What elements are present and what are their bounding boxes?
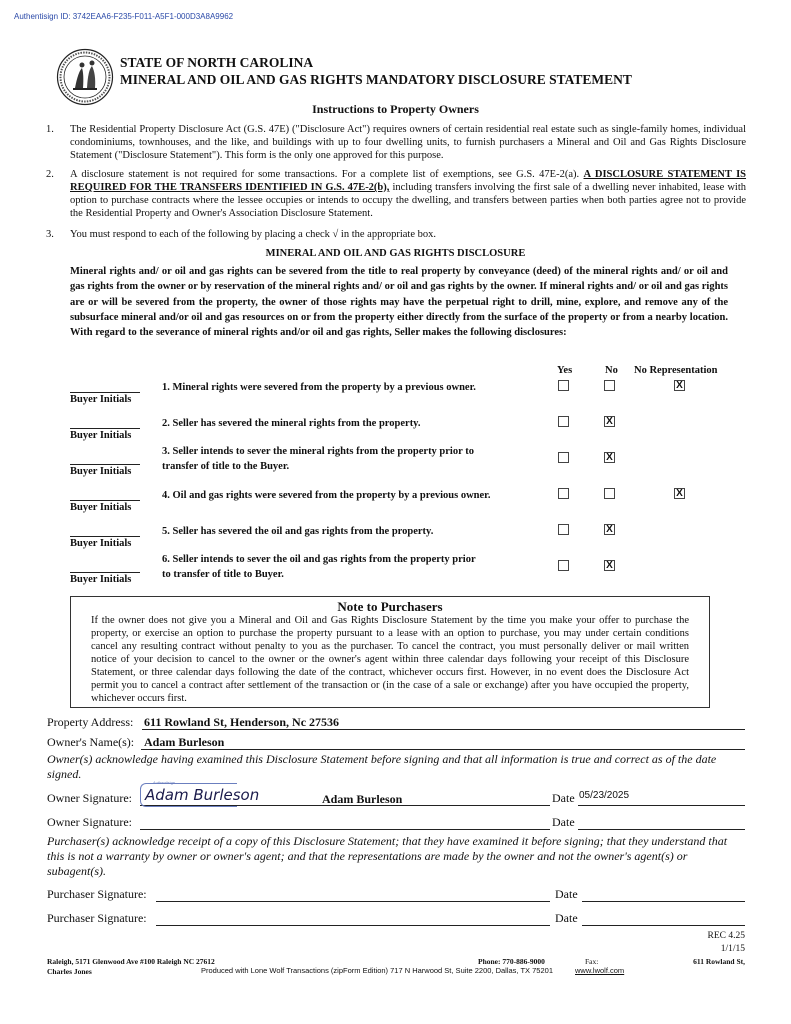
purchaser-signature-line-1[interactable] (156, 901, 550, 902)
owner-date-value[interactable]: 05/23/2025 (579, 790, 630, 801)
instruction-item-2 (46, 168, 746, 222)
purchaser-date-line-1[interactable] (582, 901, 745, 902)
question-2-text: 2. Seller has severed the mineral rights from the property. (162, 418, 421, 429)
footer-produced: Produced with Lone Wolf Transactions (zipForm Edition) 717 N Harwood St, Suite 2200, Dallas, TX 75201 (201, 966, 553, 975)
question-1-no-representation-checkbox[interactable]: X (674, 380, 685, 391)
question-1-text: 1. Mineral rights were severed from the property by a previous owner. (162, 382, 476, 393)
owner-acknowledgment: Owner(s) acknowledge having examined this Disclosure Statement before signing and that all information is true and correct as of the date signed. (47, 752, 717, 781)
instructions-heading: Instructions to Property Owners (312, 102, 479, 116)
instruction-item-3 (46, 228, 746, 242)
question-6-yes-checkbox[interactable] (558, 560, 569, 571)
form-number: REC 4.25 (707, 931, 745, 941)
purchaser-date-label-2: Date (555, 911, 578, 925)
instruction-number: 3. (46, 229, 54, 240)
footer-phone: Phone: 770-886-9000 (478, 957, 545, 966)
question-6-text: 6. Seller intends to sever the oil and gas rights from the property prior (162, 554, 476, 565)
owner-date-line-2[interactable] (578, 829, 745, 830)
buyer-initials-label: Buyer Initials (70, 466, 132, 477)
buyer-initials-line[interactable] (70, 392, 140, 393)
note-text: If the owner does not give you a Mineral and Oil and Gas Rights Disclosure Statement by the time you make your offer to purchase the property, or exercise an option to purchase the property pursuant to a lease with an option to purchase, you may under certain conditions cancel any resulting contract without penalty to you as the purchaser. To cancel the contract, you must personally deliver or mail written notice of your decision to cancel to the owner or the owner's agent within three calendar days following your receipt of this Disclosure Statement, or three calendar days following the date of the contract, whichever occurs first. However, in no event does the Disclosure Act permit you to cancel a contract after settlement of the transaction or (in the case of a sale or exchange) after you have occupied the property, whichever occurs first. (91, 615, 689, 704)
buyer-initials-line[interactable] (70, 536, 140, 537)
owner-signature-label: Owner Signature: (47, 791, 132, 805)
question-1-yes-checkbox[interactable] (558, 380, 569, 391)
buyer-initials-label: Buyer Initials (70, 394, 132, 405)
instruction-item-1 (46, 123, 746, 163)
footer-office: Raleigh, 5171 Glenwood Ave #100 Raleigh NC 27612 (47, 957, 215, 966)
question-6-no-checkbox[interactable]: X (604, 560, 615, 571)
question-3-text-cont: transfer of title to the Buyer. (162, 461, 290, 472)
instruction-number: 2. (46, 169, 54, 180)
question-4-text: 4. Oil and gas rights were severed from the property by a previous owner. (162, 490, 491, 501)
footer-file: 611 Rowland St, (693, 957, 745, 966)
purchaser-signature-label-1: Purchaser Signature: (47, 887, 147, 901)
footer-agent: Charles Jones (47, 967, 92, 976)
owner-signature-printed-name: Adam Burleson (322, 792, 403, 806)
buyer-initials-label: Buyer Initials (70, 574, 132, 585)
authentisign-id: Authentisign ID: 3742EAA6-F235-F011-A5F1-000D3A8A9962 (14, 12, 234, 21)
buyer-initials-label: Buyer Initials (70, 502, 132, 513)
instruction-text-post: including transfers involving the first sale of a dwelling never inhabited, lease with option to purchase contracts where the lessee occupies or intends to occupy the dwelling, and transfers between parties when both parties agree not to provide the Residential Property and Owner's Association Disclosure Statement. (70, 182, 747, 219)
footer-fax: Fax: (585, 957, 599, 966)
state-seal-icon (56, 48, 114, 106)
instruction-text (70, 168, 746, 220)
note-to-purchasers (70, 596, 710, 708)
purchaser-signature-label-2: Purchaser Signature: (47, 911, 147, 925)
owner-date-line (578, 805, 745, 806)
form-title: MINERAL AND OIL AND GAS RIGHTS MANDATORY DISCLOSURE STATEMENT (120, 72, 632, 87)
question-4-no-checkbox[interactable] (604, 488, 615, 499)
owners-name-label: Owner's Name(s): (47, 735, 135, 749)
note-heading: Note to Purchasers (337, 599, 443, 614)
owner-signature-script[interactable]: Adam Burleson (145, 786, 260, 804)
question-3-text: 3. Seller intends to sever the mineral rights from the property prior to (162, 446, 474, 457)
footer-website-link[interactable]: www.lwolf.com (575, 966, 625, 975)
question-5-no-checkbox[interactable]: X (604, 524, 615, 535)
owner-date-label: Date (552, 791, 575, 805)
owner-signature-line-2[interactable] (140, 829, 550, 830)
question-6-text-cont: to transfer of title to Buyer. (162, 569, 284, 580)
question-3-yes-checkbox[interactable] (558, 452, 569, 463)
buyer-initials-line[interactable] (70, 500, 140, 501)
owners-name-value[interactable]: Adam Burleson (144, 735, 225, 749)
question-2-no-checkbox[interactable]: X (604, 416, 615, 427)
owner-signature-label-2: Owner Signature: (47, 815, 132, 829)
purchaser-acknowledgment: Purchaser(s) acknowledge receipt of a copy of this Disclosure Statement; that they have examined it before signing; that they understand that this is not a warranty by owner or owner's agent; and that the representations are made by the owner and not the owner's agent(s) or subagent(s). (47, 834, 728, 878)
state-title: STATE OF NORTH CAROLINA (120, 55, 314, 70)
instruction-text-emphasis: A DISCLOSURE STATEMENT IS REQUIRED FOR THE TRANSFERS IDENTIFIED IN G.S. 47E-2(b), (70, 169, 747, 193)
instruction-number: 1. (46, 124, 54, 135)
question-4-yes-checkbox[interactable] (558, 488, 569, 499)
instruction-text: You must respond to each of the following by placing a check √ in the appropriate box. (70, 229, 436, 240)
question-4-no-representation-checkbox[interactable]: X (674, 488, 685, 499)
buyer-initials-line[interactable] (70, 572, 140, 573)
question-5-text: 5. Seller has severed the oil and gas rights from the property. (162, 526, 434, 537)
owner-date-label-2: Date (552, 815, 575, 829)
question-1-no-checkbox[interactable] (604, 380, 615, 391)
instruction-text-pre: A disclosure statement is not required for some transactions. For a complete list of exemptions, see G.S. 47E-2(a). (70, 169, 584, 180)
disclosure-paragraph: Mineral rights and/ or oil and gas rights can be severed from the title to real property by conveyance (deed) of the mineral rights and/ or oil and gas rights from the owner or by reservation of the mineral rights and/ or oil and gas rights by the owner. If mineral rights and/ or oil and gas rights are or will be severed from the property, the owner of those rights may have the perpetual right to drill, mine, explore, and remove any of the subsurface mineral and/or oil and gas resources on or from the property either directly from the surface of the property or from a nearby location. With regard to the severance of mineral rights and/or oil and gas rights, Seller makes the following disclosures: (70, 266, 728, 339)
column-yes: Yes (557, 365, 573, 376)
question-5-yes-checkbox[interactable] (558, 524, 569, 535)
property-address-value[interactable]: 611 Rowland St, Henderson, Nc 27536 (144, 715, 340, 729)
instruction-text: The Residential Property Disclosure Act (G.S. 47E) ("Disclosure Act") requires owners of certain residential real estate such as single-family homes, individual condominiums, townhouses, and the like, and buildings with up to four dwelling units, to furnish purchasers a Mineral and Oil and Gas Rights Disclosure Statement ("Disclosure Statement"). This form is the only one approved for this purpose. (70, 124, 746, 161)
buyer-initials-label: Buyer Initials (70, 430, 132, 441)
purchaser-date-label-1: Date (555, 887, 578, 901)
buyer-initials-line[interactable] (70, 428, 140, 429)
column-no: No (605, 365, 618, 376)
purchaser-signature-line-2[interactable] (156, 925, 550, 926)
signature-tag: Authentisign (153, 780, 176, 785)
owners-name-line (141, 749, 745, 750)
property-address-label: Property Address: (47, 715, 134, 729)
buyer-initials-line[interactable] (70, 464, 140, 465)
question-3-no-checkbox[interactable]: X (604, 452, 615, 463)
form-date: 1/1/15 (720, 944, 745, 954)
column-no-representation: No Representation (634, 365, 718, 376)
disclosure-heading: MINERAL AND OIL AND GAS RIGHTS DISCLOSURE (265, 248, 526, 259)
question-2-yes-checkbox[interactable] (558, 416, 569, 427)
buyer-initials-label: Buyer Initials (70, 538, 132, 549)
purchaser-date-line-2[interactable] (582, 925, 745, 926)
